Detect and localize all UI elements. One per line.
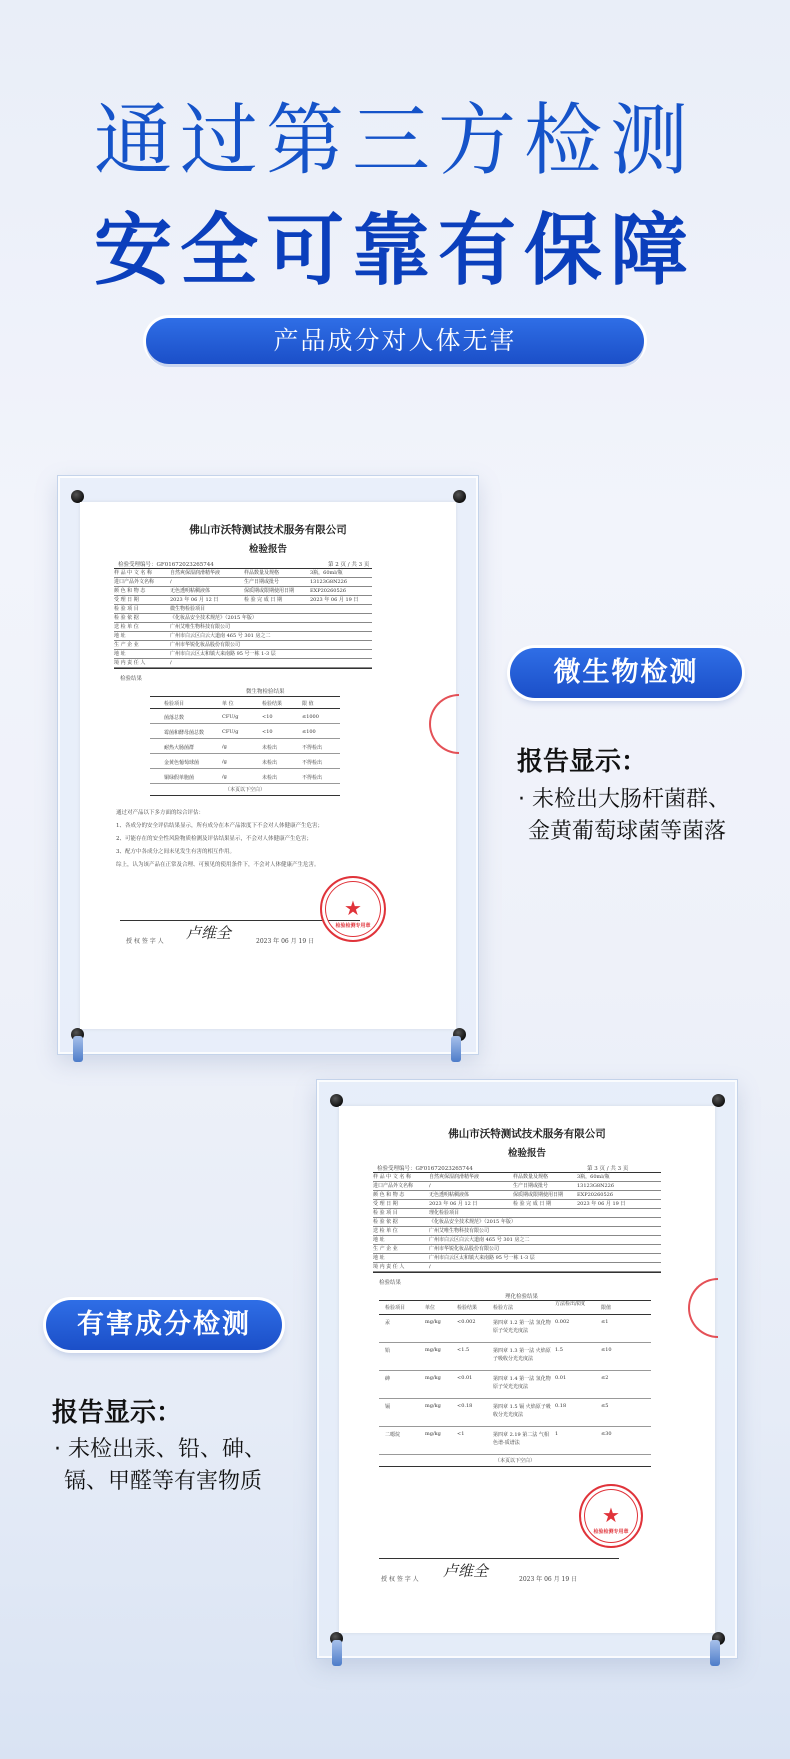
sample-info-table [114,568,372,669]
column-header: 限值 [601,1305,612,1311]
column-header: 检验方法 [493,1305,514,1311]
conclusion-line: 3、配方中各成分之间未见发生有害的相互作用。 [116,849,236,855]
report-number: 检验受理编号：GF01672023265744 [377,1166,473,1172]
info-cell: 样 品 中 文 名 称 [114,570,152,576]
table-cell: ≤100 [302,729,316,735]
table-cell: 第四章 2.19 第二法 气相色谱-质谱法 [493,1432,549,1446]
table-cell: 不得检出 [302,745,323,751]
table-cell: CFU/g [222,729,239,735]
info-cell: 检 验 依 据 [373,1219,398,1225]
info-cell: 受 理 日 期 [114,597,139,603]
table-cell: 不得检出 [302,775,323,781]
info-cell: / [429,1183,431,1189]
table-cell: <10 [262,714,273,720]
table-cell: 铅 [385,1348,391,1354]
table-row [150,724,340,739]
signer-label: 授 权 签 字 人 [126,938,164,945]
table-cell: 铜绿假单胞菌 [164,775,195,781]
table-cell: 镉 [385,1404,391,1410]
page-seam-stamp [688,1278,718,1338]
info-row [373,1182,661,1191]
info-cell: 境 内 责 任 人 [373,1264,405,1270]
table-cell: <1.5 [457,1347,470,1353]
table-cell: 二噁烷 [385,1432,401,1438]
table-cell: 霉菌和酵母菌总数 [164,730,205,736]
info-row [373,1254,661,1263]
results-label: 检验结果 [379,1280,402,1286]
info-row [114,569,372,578]
table-cell: 耐热大肠菌群 [164,745,195,751]
info-cell: 检 验 完 成 日 期 [513,1201,551,1207]
info-row [114,578,372,587]
table-cell: 1.5 [555,1347,563,1353]
table-header [379,1301,651,1315]
table-cell: 第四章 1.5 镉 火焰原子吸收分光光度法 [493,1404,551,1418]
table-row [379,1399,651,1427]
seal-stamp: ★ 检验检测专用章 [579,1484,643,1548]
table-cell: 菌落总数 [164,715,185,721]
table-caption: 微生物检验结果 [246,689,285,695]
report-number: 检验受理编号：GF01672023265744 [118,562,214,568]
doc-title: 检验报告 [507,1148,546,1159]
sign-date: 2023 年 06 月 19 日 [519,1576,578,1583]
stand-leg [451,1036,461,1062]
info-cell: 保质期或限期使用日期 [513,1192,564,1198]
table-cell: 砷 [385,1376,391,1382]
info-cell: 广州市白云区白云大道南 465 号 301 房之二 [429,1237,530,1243]
report-paper-2 [339,1106,715,1633]
doc-title: 检验报告 [248,544,287,555]
table-row [379,1343,651,1371]
info-cell: / [170,660,172,666]
info-cell: EXP20260526 [310,588,347,594]
table-cell: mg/kg [425,1347,441,1353]
info-cell: 广州艾唯生物科技有限公司 [429,1228,490,1234]
badge-hazardous: 有害成分检测 [46,1300,282,1350]
table-caption: 理化检验结果 [505,1294,539,1300]
info-cell: 样品数量及规格 [244,570,280,576]
column-header: 检验结果 [262,701,283,707]
hazardous-results-table [379,1300,651,1467]
info-cell: 微生物检验项目 [170,606,206,612]
info-cell: / [429,1264,431,1270]
info-cell: 境 内 责 任 人 [114,660,146,666]
info-cell: 颜 色 和 物 态 [373,1192,405,1198]
table-row [150,769,340,784]
bullet-line-2a: · 未检出汞、铅、砷、 [54,1437,266,1462]
table-cell: 未检出 [262,775,278,781]
column-header: 检验项目 [164,701,185,707]
table-cell: /g [222,774,227,780]
table-cell: mg/kg [425,1375,441,1381]
table-cell: 0.18 [555,1403,567,1409]
info-cell: 广州市华锐化妆品股份有限公司 [429,1246,500,1252]
info-cell: 生 产 企 业 [114,642,139,648]
table-row [150,739,340,754]
info-cell: 送 检 单 位 [114,624,139,630]
info-cell: 2023 年 06 月 19 日 [577,1201,626,1207]
signature: 卢维全 [186,924,232,942]
info-cell: 《化妆品安全技术规范》（2015 年版） [170,615,257,621]
info-cell: 进口产品外文名称 [114,579,155,585]
info-cell: 地 址 [373,1255,385,1261]
table-cell: ≤30 [601,1431,612,1437]
info-row [373,1200,661,1209]
conclusion-line: 通过对产品以下多方面的综合评估： [116,810,205,816]
headline-line-2: 安全可靠有保障 [93,206,696,296]
info-cell: 理化检验项目 [429,1210,460,1216]
info-row [114,641,372,650]
info-cell: 受 理 日 期 [373,1201,398,1207]
signature: 卢维全 [443,1562,489,1580]
table-cell: 第四章 1.2 第一法 氢化物原子荧光光度法 [493,1320,551,1334]
table-cell: 未检出 [262,745,278,751]
info-row [373,1227,661,1236]
info-cell: 进口产品外文名称 [373,1183,414,1189]
table-row [150,754,340,769]
page-seam-stamp [429,694,459,754]
sample-info-table [373,1172,661,1273]
info-cell: 广州市白云区太和镇大来南路 95 号一栋 1-3 层 [429,1255,535,1261]
info-row [373,1209,661,1218]
info-cell: 保质期或限期使用日期 [244,588,295,594]
info-cell: 地 址 [114,651,126,657]
info-cell: 送 检 单 位 [373,1228,398,1234]
table-cell: 汞 [385,1320,391,1326]
table-cell: 1 [555,1431,559,1437]
info-cell: 生产日期或批号 [244,579,280,585]
results-label: 检验结果 [120,676,143,682]
info-cell: 3瓶，60ml/瓶 [310,570,343,576]
info-cell: 样 品 中 文 名 称 [373,1174,411,1180]
info-cell: 《化妆品安全技术规范》（2015 年版） [429,1219,516,1225]
table-end-note: （本页以下空白） [224,787,265,793]
info-cell: EXP20260526 [577,1192,614,1198]
info-row [373,1191,661,1200]
table-cell: /g [222,759,227,765]
table-row [379,1427,651,1455]
column-header: 方法检出浓度 [555,1301,586,1307]
table-end-note: （本页以下空白） [494,1458,535,1464]
table-row [379,1315,651,1343]
table-cell: 第四章 1.4 第一法 氢化物原子荧光光度法 [493,1376,551,1390]
info-cell: 广州市华锐化妆品股份有限公司 [170,642,241,648]
info-cell: 颜 色 和 物 态 [114,588,146,594]
signature-rule [379,1558,619,1559]
info-cell: / [170,579,172,585]
table-cell: ≤2 [601,1375,609,1381]
info-cell: 样品数量及规格 [513,1174,549,1180]
table-cell: 第四章 1.3 第一法 火焰原子吸收分光光度法 [493,1348,551,1362]
info-cell: 无色透明粘稠液体 [429,1192,470,1198]
table-cell: 不得检出 [302,760,323,766]
table-row [150,709,340,724]
conclusion-line: 2、可能存在的安全性风险物质检测及评估结果显示，不会对人体健康产生危害； [116,836,313,842]
table-cell: 0.002 [555,1319,570,1325]
table-cell: <10 [262,729,273,735]
stand-leg [332,1640,342,1666]
info-cell: 生产日期或批号 [513,1183,549,1189]
info-cell: 广州艾唯生物科技有限公司 [170,624,231,630]
bullet-line-1b: 金黄葡萄球菌等菌落 [528,819,727,844]
table-cell: mg/kg [425,1319,441,1325]
stand-leg [73,1036,83,1062]
info-cell: 检 验 完 成 日 期 [244,597,282,603]
column-header: 检验结果 [457,1305,478,1311]
stand-leg [710,1640,720,1666]
table-cell: mg/kg [425,1431,441,1437]
info-cell: 2023 年 06 月 12 日 [429,1201,478,1207]
column-header: 检验项目 [385,1305,406,1311]
report-shows-label-2: 报告显示： [52,1398,183,1428]
info-row [373,1245,661,1254]
info-cell: 3瓶，60ml/瓶 [577,1174,610,1180]
info-row [114,587,372,596]
microbiology-results-table [150,696,340,796]
info-row [373,1173,661,1182]
info-cell: 2023 年 06 月 12 日 [170,597,219,603]
info-cell: 自然爽保湿润滑精华液 [429,1174,480,1180]
info-cell: 检 验 依 据 [114,615,139,621]
page-number: 第 3 页 / 共 3 页 [587,1166,629,1172]
table-cell: /g [222,744,227,750]
info-row [114,623,372,632]
table-cell: 0.01 [555,1375,567,1381]
table-cell: <0.01 [457,1375,473,1381]
signer-label: 授 权 签 字 人 [381,1576,419,1583]
info-row [114,596,372,605]
info-row [114,632,372,641]
info-cell: 2023 年 06 月 19 日 [310,597,359,603]
report-shows-label-1: 报告显示： [517,747,648,777]
info-cell: 13123G8N226 [577,1183,614,1189]
table-cell: ≤5 [601,1403,609,1409]
table-row [379,1371,651,1399]
info-row [114,605,372,614]
column-header: 单 位 [222,701,234,707]
badge-microbiology: 微生物检测 [510,648,742,698]
info-row [114,659,372,668]
table-cell: 金黄色葡萄球菌 [164,760,200,766]
table-cell: CFU/g [222,714,239,720]
info-cell: 广州市白云区白云大道南 465 号 301 房之二 [170,633,271,639]
page-number: 第 2 页 / 共 3 页 [328,562,370,568]
info-cell: 广州市白云区太和镇大来南路 95 号一栋 1-3 层 [170,651,276,657]
subtitle-pill: 产品成分对人体无害 [146,318,644,364]
doc-company: 佛山市沃特测试技术服务有限公司 [189,524,347,536]
info-cell: 无色透明粘稠液体 [170,588,211,594]
doc-company: 佛山市沃特测试技术服务有限公司 [448,1128,606,1140]
table-cell: ≤10 [601,1347,612,1353]
headline-line-1: 通过第三方检测 [93,96,696,186]
table-cell: ≤1000 [302,714,319,720]
table-cell: <0.18 [457,1403,473,1409]
info-cell: 13123G8N226 [310,579,347,585]
table-cell: ≤1 [601,1319,609,1325]
column-header: 限 值 [302,701,314,707]
info-cell: 地 址 [114,633,126,639]
table-header [150,697,340,709]
column-header: 单位 [425,1305,436,1311]
table-cell: 未检出 [262,760,278,766]
table-cell: mg/kg [425,1403,441,1409]
info-row [373,1236,661,1245]
table-cell: <0.002 [457,1319,476,1325]
info-row [373,1263,661,1272]
info-row [373,1218,661,1227]
report-frame-microbiology [57,475,479,1055]
sign-date: 2023 年 06 月 19 日 [256,938,315,945]
report-frame-hazardous [316,1079,738,1659]
info-cell: 检 验 项 目 [114,606,139,612]
conclusion-line: 1、各成分的安全评估结果显示，所有成分在本产品浓度下不会对人体健康产生危害； [116,823,324,829]
info-row [114,650,372,659]
info-cell: 自然爽保湿润滑精华液 [170,570,221,576]
info-cell: 检 验 项 目 [373,1210,398,1216]
info-row [114,614,372,623]
info-cell: 地 址 [373,1237,385,1243]
table-cell: <1 [457,1431,465,1437]
report-paper-1 [80,502,456,1029]
conclusion-line: 综上，认为该产品在正常及合理、可预见的使用条件下，不会对人体健康产生危害。 [116,862,320,868]
bullet-line-1a: · 未检出大肠杆菌群、 [518,787,730,812]
info-cell: 生 产 企 业 [373,1246,398,1252]
seal-stamp: ★ 检验检测专用章 [320,876,386,942]
bullet-line-2b: 镉、甲醛等有害物质 [64,1469,263,1494]
